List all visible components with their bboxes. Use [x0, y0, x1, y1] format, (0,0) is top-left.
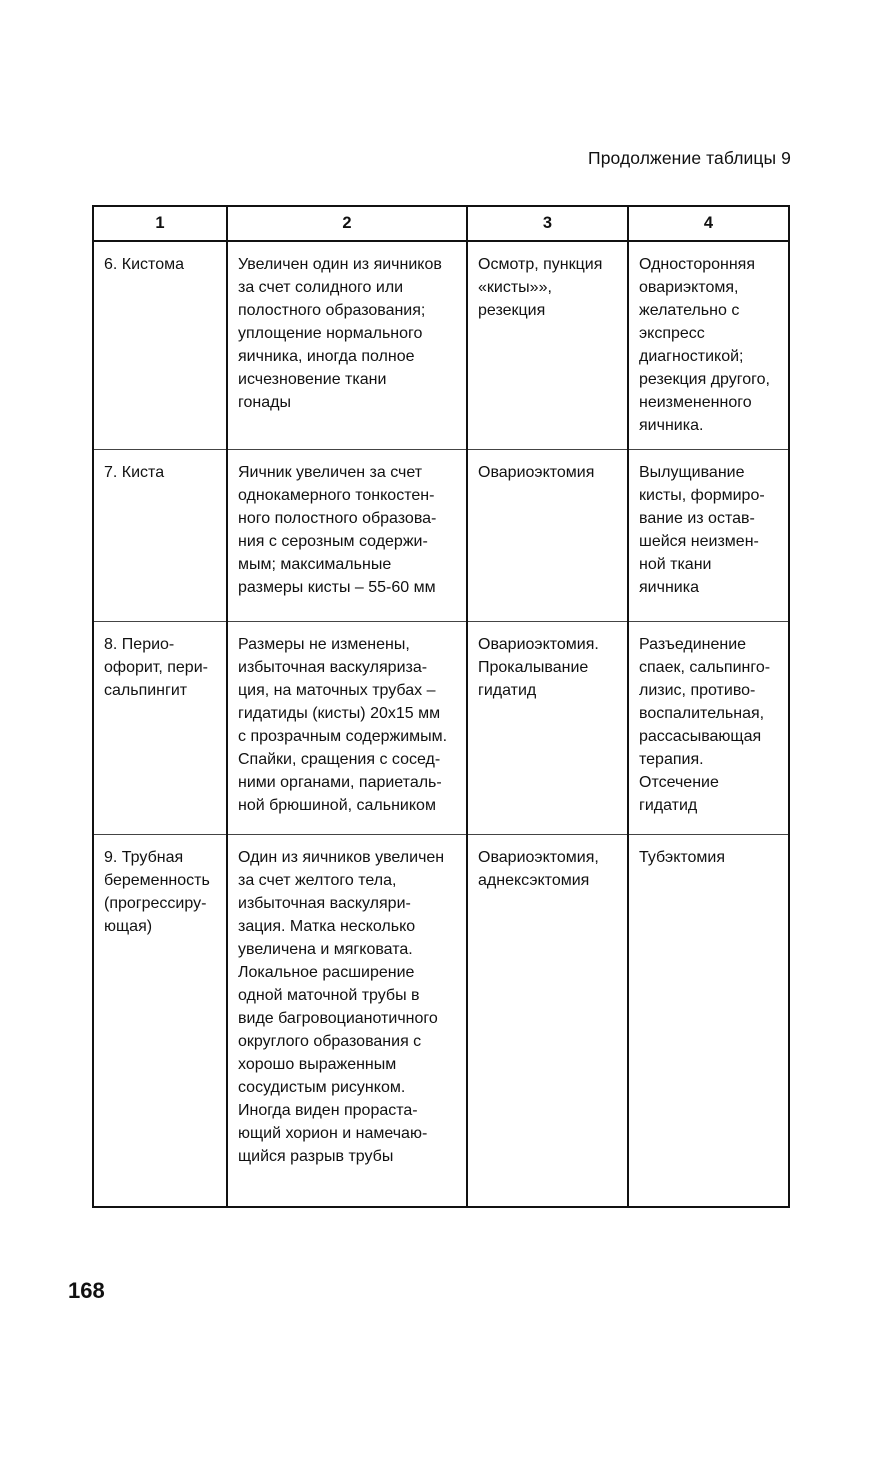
cell-text-line: резекция другого,	[639, 371, 770, 388]
row-condition-cell	[93, 450, 227, 622]
cell-text-line: щийся разрыв трубы	[238, 1148, 394, 1165]
column-header-3: 3	[467, 206, 628, 241]
row-treatment-cell	[628, 835, 789, 1208]
cell-text-line: ция, на маточных трубах –	[238, 682, 436, 699]
cell-text-line: хорошо выраженным	[238, 1056, 397, 1073]
row-condition-cell	[93, 622, 227, 835]
cell-text-line: Овариоэктомия,	[478, 849, 599, 866]
cell-text-line: диагностикой;	[639, 348, 744, 365]
cell-text-line: беременность	[104, 872, 210, 889]
row-procedure-cell	[467, 622, 628, 835]
row-condition-cell	[93, 835, 227, 1208]
row-treatment-cell	[628, 241, 789, 450]
cell-text-line: за счет солидного или	[238, 279, 404, 296]
row-findings-cell	[227, 450, 467, 622]
row-procedure-cell	[467, 241, 628, 450]
cell-text-line: ния с серозным содержи-	[238, 533, 428, 550]
cell-text-line: однокамерного тонкостен-	[238, 487, 435, 504]
cell-text-line: Вылущивание	[639, 464, 745, 481]
row-treatment-cell	[628, 450, 789, 622]
cell-text-line: вание из остав-	[639, 510, 755, 527]
cell-text-line: сосудистым рисунком.	[238, 1079, 406, 1096]
table-row	[93, 622, 789, 835]
cell-text-line: за счет желтого тела,	[238, 872, 397, 889]
cell-text-line: желательно с	[639, 302, 740, 319]
table-row	[93, 241, 789, 450]
cell-text-line: лизис, противо-	[639, 682, 756, 699]
cell-text-line: Спайки, сращения с сосед-	[238, 751, 441, 768]
cell-text-line: уплощение нормального	[238, 325, 423, 342]
cell-text-line: Осмотр, пункция	[478, 256, 603, 273]
cell-text-line: офорит, пери-	[104, 659, 208, 676]
cell-text-line: ними органами, париеталь-	[238, 774, 442, 791]
column-header-4: 4	[628, 206, 789, 241]
cell-text-line: 7. Киста	[104, 464, 165, 481]
cell-text-line: гидатид	[639, 797, 698, 814]
row-findings-cell	[227, 241, 467, 450]
cell-text-line: резекция	[478, 302, 546, 319]
cell-text-line: ного полостного образова-	[238, 510, 437, 527]
cell-text-line: «кисты»»,	[478, 279, 552, 296]
cell-text-line: Размеры не изменены,	[238, 636, 410, 653]
row-findings-cell	[227, 835, 467, 1208]
row-procedure-cell	[467, 835, 628, 1208]
row-findings-cell	[227, 622, 467, 835]
cell-text-line: шейся неизмен-	[639, 533, 759, 550]
row-condition-cell	[93, 241, 227, 450]
cell-text-line: терапия.	[639, 751, 704, 768]
cell-text-line: Яичник увеличен за счет	[238, 464, 423, 481]
page-number: 168	[68, 1278, 105, 1303]
cell-text-line: (прогрессиру-	[104, 895, 207, 912]
cell-text-line: увеличена и мягковата.	[238, 941, 413, 958]
cell-text-line: с прозрачным содержимым.	[238, 728, 448, 745]
cell-text-line: яичника, иногда полное	[238, 348, 415, 365]
cell-text-line: овариэктомя,	[639, 279, 739, 296]
cell-text-line: воспалительная,	[639, 705, 765, 722]
column-header-2: 2	[227, 206, 467, 241]
cell-text-line: рассасывающая	[639, 728, 762, 745]
row-treatment-cell	[628, 622, 789, 835]
table-row	[93, 450, 789, 622]
cell-text-line: 9. Трубная	[104, 849, 184, 866]
cell-text-line: избыточная васкуляриза-	[238, 659, 428, 676]
cell-text-line: ной брюшиной, сальником	[238, 797, 436, 814]
cell-text-line: Отсечение	[639, 774, 719, 791]
cell-text-line: 6. Кистома	[104, 256, 184, 273]
cell-text-line: ющий хорион и намечаю-	[238, 1125, 428, 1142]
cell-text-line: кисты, формиро-	[639, 487, 765, 504]
row-procedure-cell	[467, 450, 628, 622]
cell-text-line: яичника	[639, 579, 699, 596]
cell-text-line: 8. Перио-	[104, 636, 175, 653]
cell-text-line: округлого образования с	[238, 1033, 422, 1050]
cell-text-line: Иногда виден прораста-	[238, 1102, 418, 1119]
cell-text-line: исчезновение ткани	[238, 371, 387, 388]
cell-text-line: яичника.	[639, 417, 704, 434]
cell-text-line: Локальное расширение	[238, 964, 415, 981]
cell-text-line: Прокалывание	[478, 659, 589, 676]
cell-text-line: Один из яичников увеличен	[238, 849, 445, 866]
cell-text-line: Односторонняя	[639, 256, 756, 273]
findings-table	[92, 205, 790, 1208]
table-header-row	[93, 206, 789, 241]
cell-text-line: гонады	[238, 394, 291, 411]
cell-text-line: зация. Матка несколько	[238, 918, 416, 935]
cell-text-line: гидатид	[478, 682, 537, 699]
cell-text-line: мым; максимальные	[238, 556, 392, 573]
cell-text-line: размеры кисты – 55-60 мм	[238, 579, 436, 596]
cell-text-line: сальпингит	[104, 682, 188, 699]
column-header-1: 1	[93, 206, 227, 241]
cell-text-line: Увеличен один из яичников	[238, 256, 442, 273]
cell-text-line: спаек, сальпинго-	[639, 659, 771, 676]
cell-text-line: одной маточной трубы в	[238, 987, 420, 1004]
cell-text-line: Разъединение	[639, 636, 747, 653]
cell-text-line: избыточная васкуляри-	[238, 895, 411, 912]
cell-text-line: виде багровоцианотичного	[238, 1010, 438, 1027]
cell-text-line: Овариоэктомия.	[478, 636, 599, 653]
cell-text-line: Овариоэктомия	[478, 464, 595, 481]
table-continuation-caption: Продолжение таблицы 9	[588, 148, 791, 168]
cell-text-line: гидатиды (кисты) 20x15 мм	[238, 705, 441, 722]
cell-text-line: неизмененного	[639, 394, 752, 411]
cell-text-line: ющая)	[104, 918, 153, 935]
table-row	[93, 835, 789, 1208]
cell-text-line: Тубэктомия	[639, 849, 726, 866]
cell-text-line: ной ткани	[639, 556, 712, 573]
cell-text-line: экспресс	[639, 325, 705, 342]
cell-text-line: аднексэктомия	[478, 872, 590, 889]
cell-text-line: полостного образования;	[238, 302, 426, 319]
